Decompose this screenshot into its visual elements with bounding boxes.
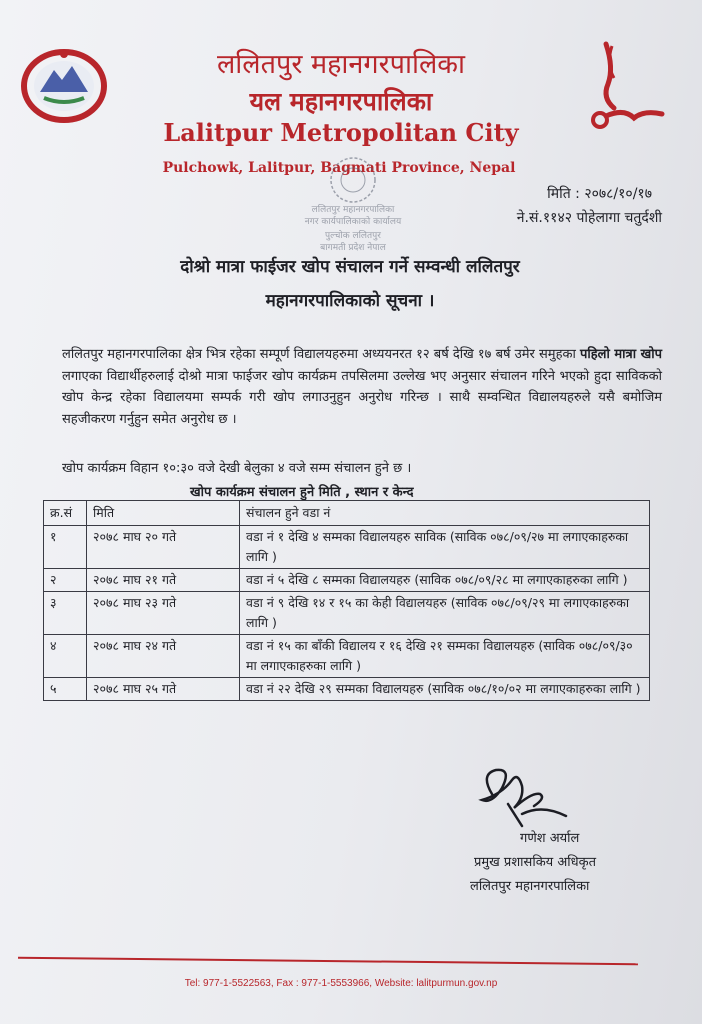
stamp-text-3: पुल्चोक ललितपुर	[325, 231, 381, 241]
stamp-text-2: नगर कार्यपालिकाको कार्यालय	[304, 217, 402, 227]
row-date: २०७८ माघ २५ गते	[87, 678, 240, 701]
footer-contact: Tel: 977-1-5522563, Fax : 977-1-5553966, Website: lalitpurmun.gov.np	[184, 978, 498, 989]
header-ward: संचालन हुने वडा नं	[240, 501, 650, 526]
table-row	[44, 569, 650, 592]
office-address: Pulchowk, Lalitpur, Bagmati Province, Nepal	[162, 160, 516, 176]
notice-title-line1: दोश्रो मात्रा फाईजर खोप संचालन गर्ने सम्वन्धी ललितपुर	[180, 257, 520, 277]
row-date: २०७८ माघ २४ गते	[87, 635, 240, 678]
row-date: २०७८ माघ २१ गते	[87, 569, 240, 592]
table-row	[44, 635, 650, 678]
table-header-row	[44, 501, 650, 526]
stamp-text-4: बागमती प्रदेश नेपाल	[320, 243, 386, 253]
office-name-english: Lalitpur Metropolitan City	[163, 118, 519, 147]
row-date: २०७८ माघ २३ गते	[87, 592, 240, 635]
signatory-designation: प्रमुख प्रशासकिय अधिकृत	[474, 855, 597, 870]
stamp-text-1: ललितपुर महानगरपालिका	[311, 205, 395, 215]
row-sn: ५	[44, 678, 87, 701]
row-detail: वडा नं ५ देखि ८ सम्मका विद्यालयहरु (साविक ०७८/०९/२८ मा लगाएकाहरुका लागि )	[240, 569, 650, 592]
row-sn: १	[44, 526, 87, 569]
nepal-sambat-date: ने.सं.११४२ पोहेलागा चतुर्दशी	[516, 210, 662, 226]
paragraph-part-1: ललितपुर महानगरपालिका क्षेत्र भित्र रहेका सम्पूर्ण विद्यालयहरुमा अध्ययनरत १२ बर्ष देखि १७ बर्ष उमेर समुहका	[62, 347, 580, 362]
paragraph-part-2: लगाएका विद्यार्थीहरुलाई दोश्रो मात्रा फाईजर खोप कार्यक्रम तपसिलमा उल्लेख भए अनुसार संचालन गरिने भएको हुदा साविकको खोप केन्द्र रहेका विद्यालयमा सम्पर्क गरी खोप लगाउनुहुन अनुरोध गरिन्छ । साथै सम्वन्धित विद्यालयहरुले यसै बमोजिम सहजीकरण गर्नुहुन समेत अनुरोध छ ।	[62, 368, 662, 427]
row-date: २०७८ माघ २० गते	[87, 526, 240, 569]
header-date: मिति	[87, 501, 240, 526]
table-row	[44, 592, 650, 635]
signature	[462, 764, 572, 830]
schedule-table	[43, 500, 650, 701]
row-sn: ४	[44, 635, 87, 678]
row-detail: वडा नं ९ देखि १४ र १५ का केही विद्यालयहरु (साविक ०७८/०९/२९ मा लगाएकाहरुका लागि )	[240, 592, 650, 635]
header-sn: क्र.सं	[44, 501, 87, 526]
office-name-nepali: ललितपुर महानगरपालिका	[216, 49, 466, 80]
notice-title-line2: महानगरपालिकाको सूचना ।	[265, 291, 435, 311]
row-sn: ३	[44, 592, 87, 635]
row-detail: वडा नं २२ देखि २९ सम्मका विद्यालयहरु (साविक ०७८/१०/०२ मा लगाएकाहरुका लागि )	[240, 678, 650, 701]
table-caption: खोप कार्यक्रम संचालन हुने मिति , स्थान र केन्द	[190, 485, 414, 500]
signatory-name: गणेश अर्याल	[520, 831, 580, 846]
footer-divider	[18, 957, 638, 965]
row-detail: वडा नं १ देखि ४ सम्मका विद्यालयहरु साविक (साविक ०७८/०९/२७ मा लगाएकाहरुका लागि )	[240, 526, 650, 569]
signatory-office: ललितपुर महानगरपालिका	[470, 879, 590, 894]
notice-date: मिति : २०७८/१०/१७	[547, 186, 652, 202]
row-sn: २	[44, 569, 87, 592]
schedule-time-line: खोप कार्यक्रम विहान १०:३० वजे देखी बेलुका ४ वजे सम्म संचालन हुने छ ।	[62, 461, 412, 476]
paragraph-highlight: पहिलो मात्रा खोप	[580, 347, 662, 362]
table-row	[44, 526, 650, 569]
office-stamp	[288, 150, 418, 260]
row-detail: वडा नं १५ का बाँकी विद्यालय र १६ देखि २१ सम्मका विद्यालयहरु (साविक ०७८/०९/३० मा लगाएकाहरुका लागि )	[240, 635, 650, 678]
notice-paragraph	[62, 344, 662, 430]
table-row	[44, 678, 650, 701]
office-name-newari: यल महानगरपालिका	[249, 87, 433, 116]
